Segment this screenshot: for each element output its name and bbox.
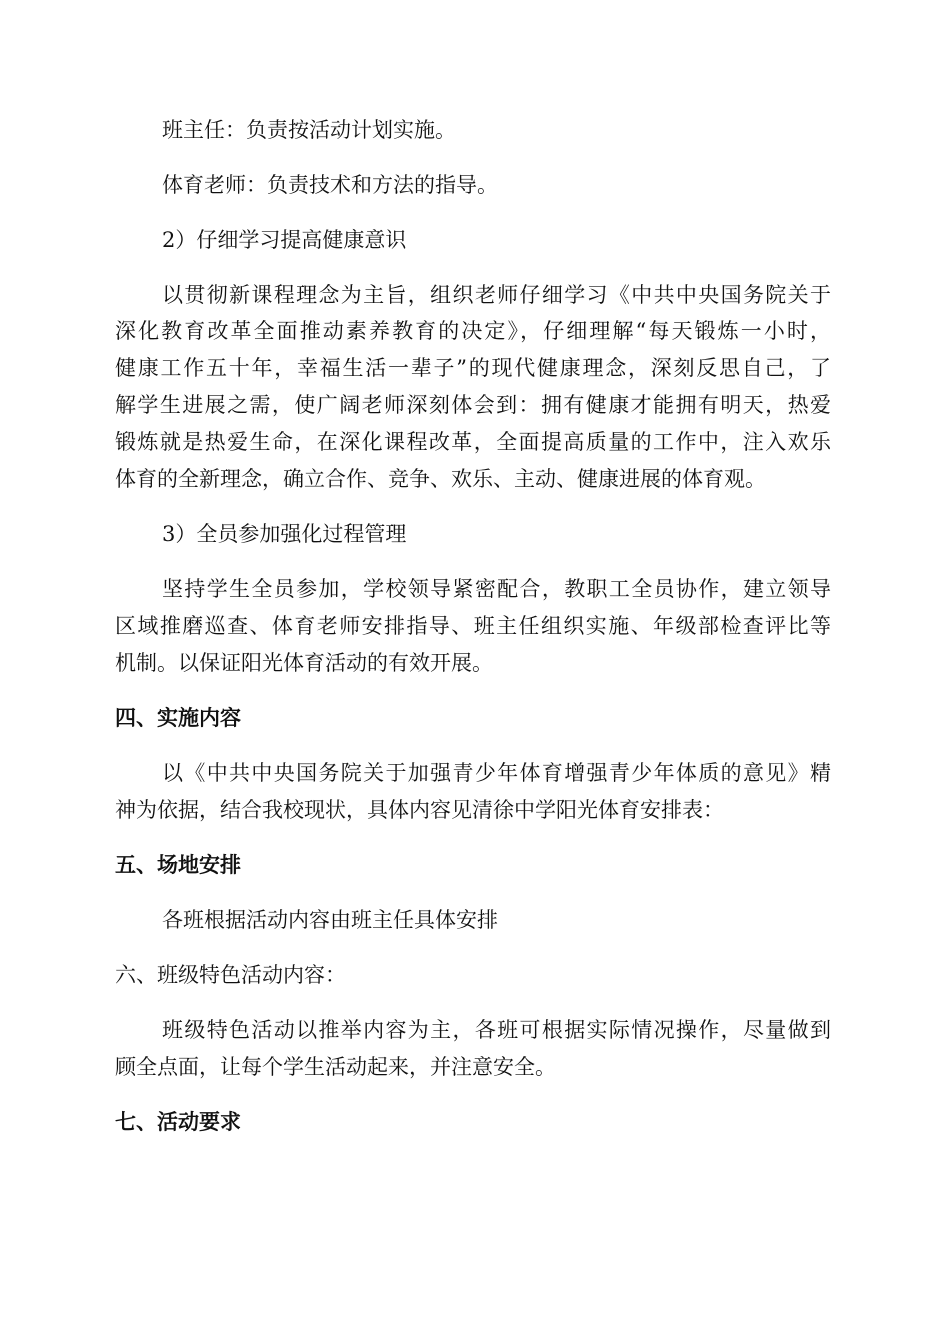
paragraph-class-activities-line-1: 班级特色活动以推举内容为主，各班可根据实际情况操作，尽量做到	[162, 1018, 831, 1042]
paragraph-health-line-2: 深化教育改革全面推动素养教育的决定》，仔细理解“每天锻炼一小时，	[115, 319, 831, 343]
paragraph-class-activities-line-2: 顾全点面，让每个学生活动起来，并注意安全。	[115, 1055, 556, 1079]
subheading-health-awareness: 2）仔细学习提高健康意识	[162, 228, 407, 252]
paragraph-health-line-1: 以贯彻新课程理念为主旨，组织老师仔细学习《中共中央国务院关于	[162, 283, 831, 307]
paragraph-implementation-line-2: 神为依据，结合我校现状，具体内容见清徐中学阳光体育安排表：	[115, 798, 724, 822]
section-heading-implementation: 四、实施内容	[115, 705, 241, 730]
subheading-process-management: 3）全员参加强化过程管理	[162, 522, 407, 546]
paragraph-health-line-3: 健康工作五十年，幸福生活一辈子”的现代健康理念，深刻反思自己，了	[115, 356, 831, 380]
paragraph-implementation-line-1: 以《中共中央国务院关于加强青少年体育增强青少年体质的意见》精	[162, 761, 831, 785]
paragraph-participation-line-2: 区域推磨巡查、体育老师安排指导、班主任组织实施、年级部检查评比等	[115, 614, 831, 638]
paragraph-participation-line-3: 机制。以保证阳光体育活动的有效开展。	[115, 651, 493, 675]
paragraph-pe-teacher: 体育老师：负责技术和方法的指导。	[162, 173, 498, 197]
paragraph-health-line-5: 锻炼就是热爱生命，在深化课程改革，全面提高质量的工作中，注入欢乐	[115, 430, 831, 454]
paragraph-venue: 各班根据活动内容由班主任具体安排	[162, 908, 498, 932]
paragraph-participation-line-1: 坚持学生全员参加，学校领导紧密配合，教职工全员协作，建立领导	[162, 577, 831, 601]
paragraph-head-teacher: 班主任：负责按活动计划实施。	[162, 118, 456, 142]
section-heading-venue: 五、场地安排	[115, 852, 241, 877]
paragraph-health-line-4: 解学生进展之需，使广阔老师深刻体会到：拥有健康才能拥有明天，热爱	[115, 393, 831, 417]
paragraph-health-line-6: 体育的全新理念，确立合作、竞争、欢乐、主动、健康进展的体育观。	[115, 467, 766, 491]
section-heading-requirements: 七、活动要求	[115, 1109, 241, 1134]
section-heading-class-activities: 六、班级特色活动内容：	[115, 963, 346, 987]
